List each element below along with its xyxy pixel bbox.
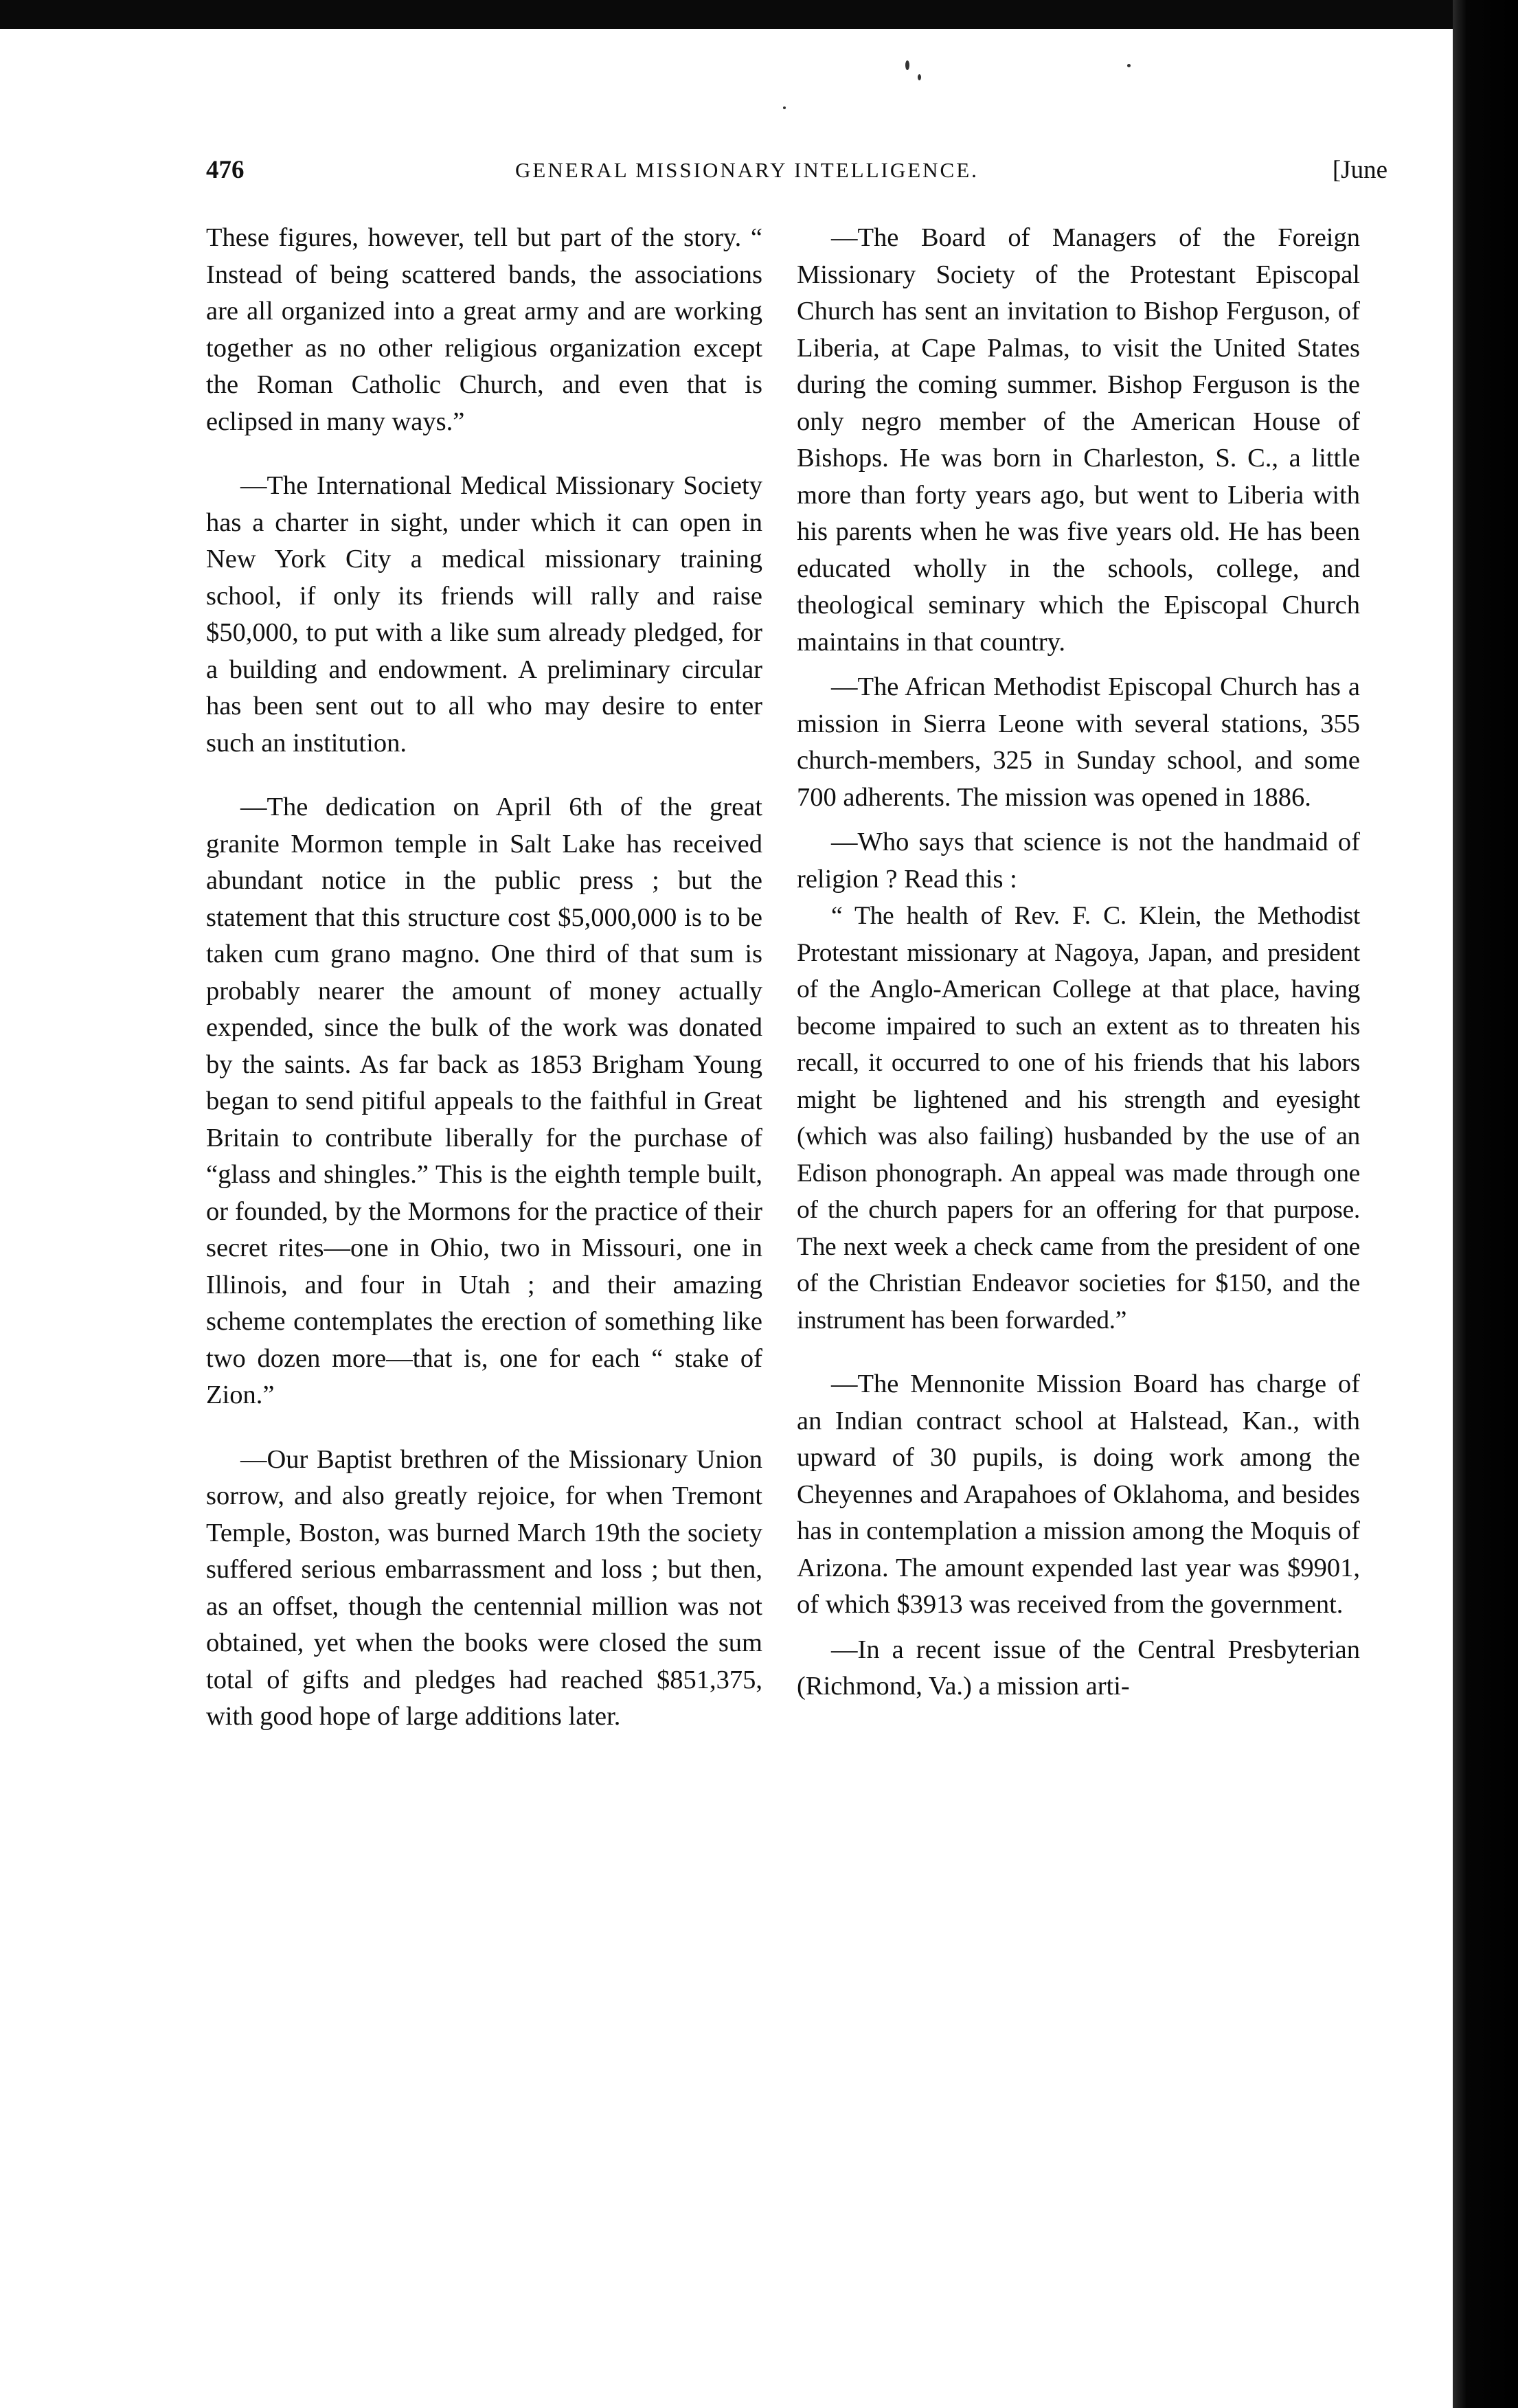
paragraph-figures-story: These figures, however, tell but part of the story. “ Instead of being scattered bands, the associations are all organized into a great army and are working together as no other religious organization except the Roman Catholic Church, and even that is eclipsed in many ways.” [206, 223, 762, 436]
running-month: [June [1332, 156, 1387, 184]
scan-speck [1127, 64, 1131, 67]
paragraph-bishop-ferguson: —The Board of Managers of the Foreign Missionary Society of the Protestant Episcopal Church has sent an invitation to Bishop Ferguson, of Liberia, at Cape Palmas, to visit the United States during the coming summer. Bishop Ferguson is the only negro member of the American House of Bishops. He was born in Charleston, S. C., a little more than forty years ago, but went to Liberia with his parents when he was five years old. He has been educated wholly in the schools, college, and theological seminary which the Episcopal Church maintains in that country. [797, 223, 1360, 657]
page-number: 476 [206, 156, 245, 184]
paragraph-central-presbyterian: —In a recent issue of the Central Presbyterian (Richmond, Va.) a mission arti- [797, 1635, 1360, 1701]
scan-top-border [0, 0, 1518, 29]
scan-right-border [1453, 0, 1518, 2408]
paragraph-mennonite-mission: —The Mennonite Mission Board has charge of an Indian contract school at Halstead, Kan., with upward of 30 pupils, is doing work among the Cheyennes and Arapahoes of Oklahoma, and besides has in contemplation a mission among the Moquis of Arizona. The amount expended last year was $9901, of which $3913 was received from the government. [797, 1370, 1360, 1619]
left-column [206, 220, 762, 1736]
paragraph-mormon-temple: —The dedication on April 6th of the great granite Mormon temple in Salt Lake has received abundant notice in the public press ; but the statement that this structure cost $5,000,000 is to be taken cum grano magno. One third of that sum is probably nearer the amount of money actually expended, since the bulk of the work was donated by the saints. As far back as 1853 Brigham Young began to send pitiful appeals to the faithful in Great Britain to contribute liberally for the purchase of “glass and shingles.” This is the eighth temple built, or founded, by the Mormons for the practice of their secret rites—one in Ohio, two in Missouri, one in Illinois, and four in Utah ; and their amazing scheme contemplates the erection of something like two dozen more—that is, one for each “ stake of Zion.” [206, 793, 762, 1409]
paragraph-african-methodist: —The African Methodist Episcopal Church has a mission in Sierra Leone with several stations, 355 church-members, 325 in Sunday school, and some 700 adherents. The mission was opened in 1886. [797, 672, 1360, 812]
scan-speck [905, 60, 909, 70]
paragraph-science-handmaid: —Who says that science is not the handmaid of religion ? Read this : [797, 828, 1360, 894]
scan-speck [918, 74, 921, 80]
paragraph-klein-quote: “ The health of Rev. F. C. Klein, the Methodist Protestant missionary at Nagoya, Japan, and president of the Anglo-American College at that place, having become impaired to such an extent as to threaten his recall, it occurred to one of his friends that his labors might be lightened and his strength and eyesight (which was also failing) husbanded by the use of an Edison phonograph. An appeal was made through one of the church papers for an offering for that purpose. The next week a check came from the president of one of the Christian Endeavor societies for $150, and the instrument has been forwarded.” [797, 902, 1360, 1334]
right-column [797, 220, 1360, 1705]
running-head [206, 150, 1387, 191]
running-title: GENERAL MISSIONARY INTELLIGENCE. [515, 158, 979, 182]
scan-speck [783, 106, 786, 109]
paragraph-medical-missionary-society: —The International Medical Missionary Society has a charter in sight, under which it can open in New York City a medical missionary training school, if only its friends will rally and raise $50,000, to put with a like sum already pledged, for a building and endowment. A preliminary circular has been sent out to all who may desire to enter such an institution. [206, 471, 762, 758]
paragraph-baptist-missionary-union: —Our Baptist brethren of the Missionary Union sorrow, and also greatly rejoice, for when Tremont Temple, Boston, was burned March 19th the society suffered serious embarrassment and loss ; but then, as an offset, though the centennial million was not obtained, yet when the books were closed the sum total of gifts and pledges had reached $851,375, with good hope of large additions later. [206, 1444, 762, 1731]
